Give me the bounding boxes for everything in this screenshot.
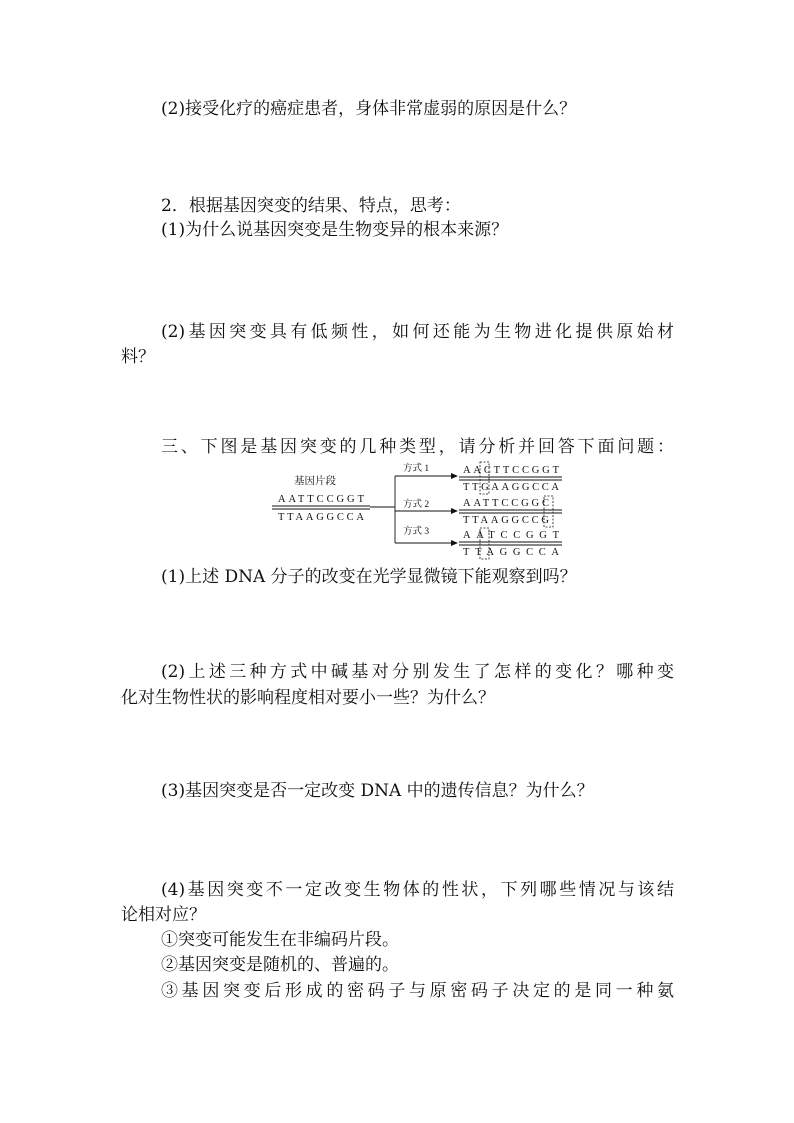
arrowhead-mode-2 [451,508,458,514]
arrowhead-mode-1 [451,473,458,479]
question-3-2-line-1: (2)上述三种方式中碱基对分别发生了怎样的变化？哪种变 [161,662,674,682]
question-2-sub-2-line-2: 料？ [121,347,155,367]
original-bottom-strand: TTAAGGCCA [278,512,364,523]
mode-3-label: 方式 3 [403,527,430,537]
mode-1-top-strand: AACTTCCGGT [463,465,559,476]
question-2-intro: 2．根据基因突变的结果、特点，思考： [161,196,461,216]
mode-1-bottom-strand: TTGAAGGCCA [463,482,559,493]
section-3-intro: 三、下图是基因突变的几种类型，请分析并回答下面问题： [161,437,674,457]
arrowhead-mode-3 [451,540,458,546]
question-2-sub-1: (1)为什么说基因突变是生物变异的根本来源？ [161,220,509,240]
question-2-sub-2-line-1: (2)基因突变具有低频性，如何还能为生物进化提供原始材 [161,322,674,342]
mutation-diagram [260,460,570,560]
mode-1-label: 方式 1 [403,464,430,474]
option-1: ①突变可能发生在非编码片段。 [161,930,399,950]
option-2: ②基因突变是随机的、普遍的。 [161,955,399,975]
question-3-4-line-2: 论相对应？ [121,905,206,925]
fragment-label: 基因片段 [294,476,336,487]
mode-2-bottom-strand: TTAAGGCCG [463,515,549,526]
mode-2-top-strand: AATTCCGGC [463,498,549,509]
mode-2-label: 方式 2 [403,500,430,510]
question-3-2-line-2: 化对生物性状的影响程度相对要小一些？为什么？ [121,688,495,708]
question-3-3: (3)基因突变是否一定改变 DNA 中的遗传信息？为什么？ [161,781,594,801]
original-top-strand: AATTCCGGT [278,494,364,505]
question-3-1: (1)上述 DNA 分子的改变在光学显微镜下能观察到吗？ [161,567,577,587]
question-2-2: (2)接受化疗的癌症患者，身体非常虚弱的原因是什么？ [161,99,577,119]
question-3-4-line-1: (4)基因突变不一定改变生物体的性状，下列哪些情况与该结 [161,880,674,900]
mode-3-bottom-strand: TTAGGCCA [463,547,559,558]
mode-3-top-strand: AATCCGGT [463,530,559,541]
option-3: ③基因突变后形成的密码子与原密码子决定的是同一种氨 [161,981,674,1001]
